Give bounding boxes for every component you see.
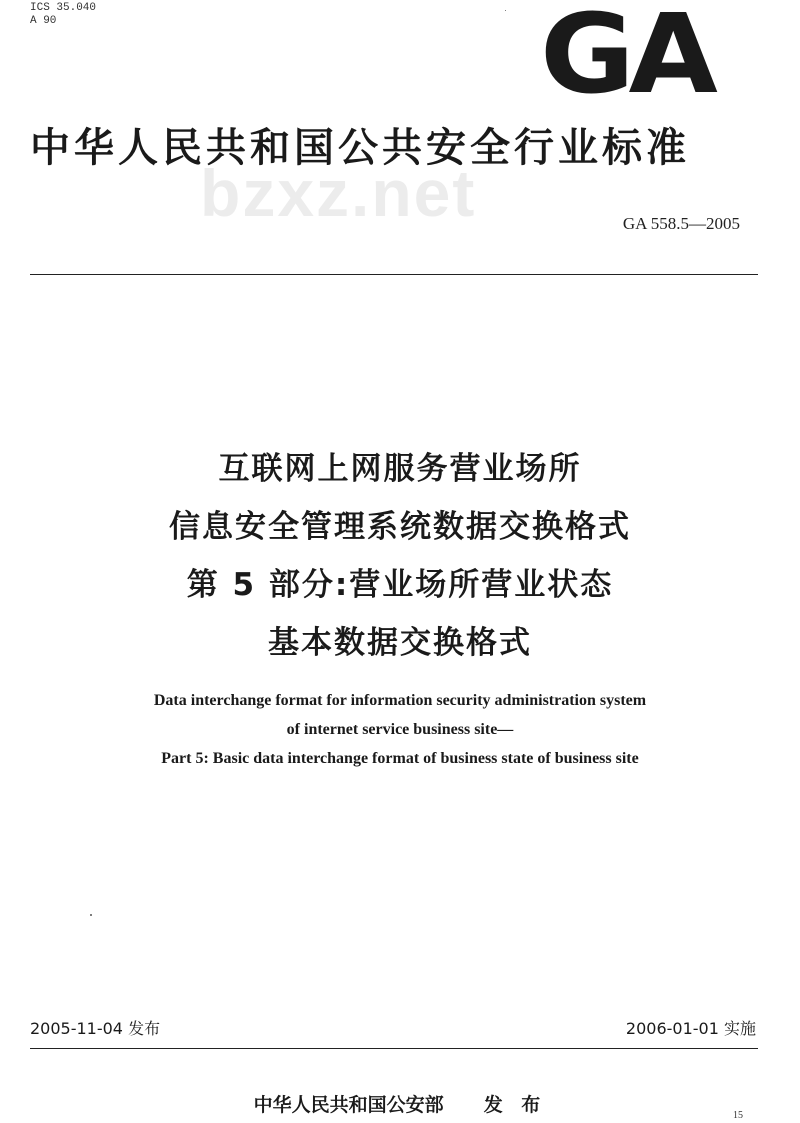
scan-speck bbox=[505, 10, 506, 11]
publisher-line bbox=[0, 1092, 800, 1118]
classification-codes bbox=[30, 2, 96, 28]
english-title-line: Data interchange format for information security administration system bbox=[153, 692, 647, 709]
bottom-divider bbox=[30, 1048, 758, 1049]
chinese-title bbox=[0, 440, 800, 672]
english-title-line: Part 5: Basic data interchange format of business state of business site bbox=[161, 750, 639, 767]
title-line: 信息安全管理系统数据交换格式 bbox=[169, 509, 631, 545]
implementation-date: 2006-01-01 实施 bbox=[625, 1019, 756, 1038]
ga-logo: GA bbox=[540, 0, 712, 118]
scan-speck bbox=[90, 914, 92, 916]
publish-action: 发 布 bbox=[483, 1094, 547, 1116]
title-line: 基本数据交换格式 bbox=[268, 625, 532, 661]
title-line: 第 5 部分:营业场所营业状态 bbox=[186, 567, 614, 603]
standard-number: GA 558.5—2005 bbox=[622, 214, 740, 233]
publisher-name: 中华人民共和国公安部 bbox=[253, 1094, 444, 1116]
standard-category-title: 中华人民共和国公共安全行业标准 bbox=[30, 125, 690, 171]
issue-date: 2005-11-04 发布 bbox=[30, 1019, 161, 1038]
ccs-code: A 90 bbox=[30, 15, 57, 27]
title-line: 互联网上网服务营业场所 bbox=[218, 451, 582, 487]
ics-code: ICS 35.040 bbox=[30, 2, 97, 14]
english-title-line: of internet service business site— bbox=[286, 721, 514, 738]
watermark: bzxz.net bbox=[200, 156, 477, 230]
page-number: 15 bbox=[733, 1110, 743, 1121]
top-divider bbox=[30, 274, 758, 275]
english-title bbox=[0, 686, 800, 773]
